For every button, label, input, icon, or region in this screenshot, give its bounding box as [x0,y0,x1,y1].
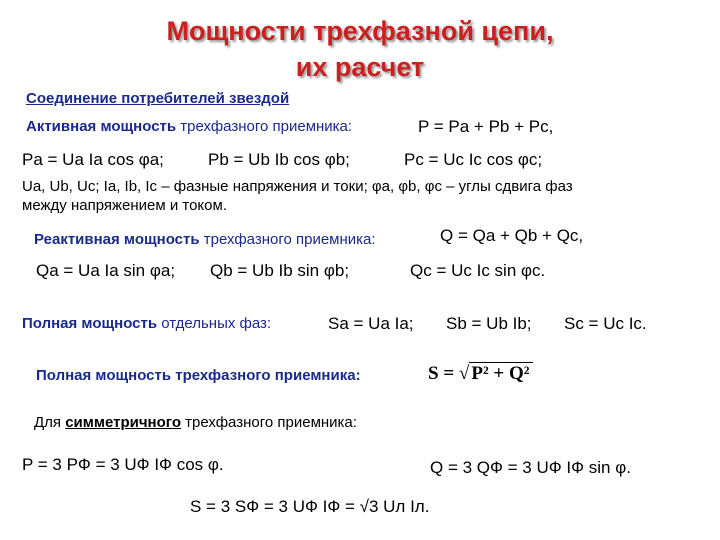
symmetric-label-term: симметричного [65,414,181,431]
formula-pb: Pb = Ub Ib cos φb; [208,150,350,169]
apparent-phase-label-rest: отдельных фаз: [157,315,272,332]
symmetric-label [34,414,357,431]
formula-sa: Sa = Ua Ia; [328,314,414,333]
formula-pa: Pa = Ua Ia cos φa; [22,150,164,169]
reactive-power-term: Реактивная мощность [34,231,200,248]
apparent-phase-term: Полная мощность [22,315,158,332]
reactive-power-formula: Q = Qa + Qb + Qc, [440,226,584,245]
active-power-term: Активная мощность [26,118,177,135]
reactive-power-label-rest: трехфазного приемника: [199,231,376,248]
page-title-line2: их расчет [295,52,425,82]
symmetric-p-formula: P = 3 PФ = 3 UФ IФ cos φ. [22,455,224,474]
symmetric-label-pre: Для [34,414,66,431]
page-title-line1: Мощности трехфазной цепи, [166,16,554,46]
formula-pc: Pc = Uc Ic cos φc; [404,150,543,169]
symmetric-s-formula: S = 3 SФ = 3 UФ IФ = √3 Uл Iл. [190,497,430,516]
formula-sb: Sb = Ub Ib; [446,314,532,333]
formula-qa: Qa = Ua Ia sin φa; [36,261,176,280]
apparent-total-formula [428,362,533,385]
active-power-label-rest: трехфазного приемника: [176,118,353,135]
symmetric-label-post: трехфазного приемника: [180,414,357,431]
sqrt-symbol: √ [458,363,470,384]
formula-qc: Qc = Uc Ic sin φc. [410,261,546,280]
formula-qb: Qb = Ub Ib sin φb; [210,261,350,280]
active-power-formula: P = Pa + Pb + Pc, [418,117,554,136]
formula-sc: Sc = Uc Ic. [564,314,647,333]
apparent-total-label: Полная мощность трехфазного приемника: [36,367,361,384]
apparent-phase-label [22,315,271,332]
description-line1: Ua, Ub, Uc; Ia, Ib, Ic – фазные напряжения и токи; φa, φb, φc – углы сдвига фаз [22,178,573,195]
symmetric-q-formula: Q = 3 QФ = 3 UФ IФ sin φ. [430,458,631,477]
section-subtitle: Соединение потребителей звездой [26,90,290,107]
reactive-power-label [34,231,376,248]
apparent-total-lhs: S = [428,363,455,384]
description-line2: между напряжением и током. [22,197,227,214]
active-power-label [26,118,352,135]
sqrt-radicand: P² + Q² [469,362,533,385]
